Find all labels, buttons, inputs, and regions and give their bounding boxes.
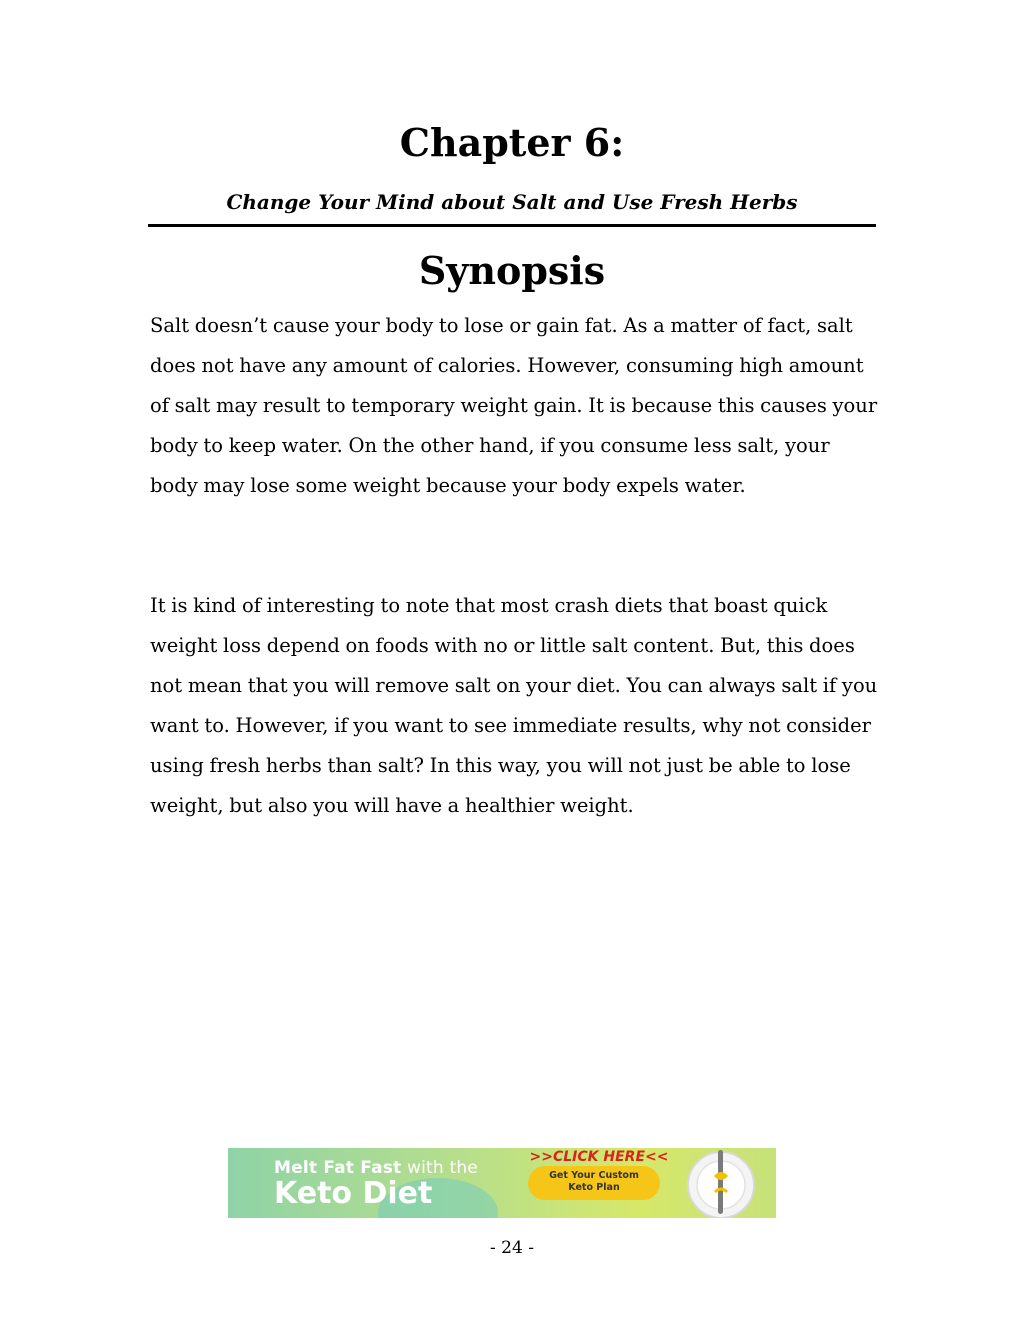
chapter-title: Chapter 6: — [399, 120, 625, 165]
paragraph: It is kind of interesting to note that most crash diets that boast quick weight loss depend on foods with no or little salt content. But, this does not mean that you will remove salt on your diet. You can always salt if you want to. However, if you want to see immediate results, why not consider using fresh herbs than salt? In this way, you will not just be able to lose weight, but also you will have a healthier weight. — [150, 594, 878, 817]
banner-tagline-bold: Melt Fat Fast — [274, 1158, 402, 1178]
button-label-line1: Get Your Custom — [549, 1170, 639, 1181]
custom-keto-plan-button[interactable] — [528, 1166, 660, 1200]
section-heading: Synopsis — [418, 248, 606, 293]
banner-tagline-rest: with the — [401, 1158, 478, 1178]
plate-icon — [684, 1148, 758, 1218]
banner-tagline — [274, 1158, 478, 1178]
banner-headline: Keto Diet — [274, 1176, 433, 1211]
keto-diet-ad-banner[interactable] — [228, 1148, 776, 1218]
heading-divider — [148, 224, 876, 227]
paragraph: Salt doesn’t cause your body to lose or gain fat. As a matter of fact, salt does not have any amount of calories. However, consuming high amount of salt may result to temporary weight gain. It is because this causes your body to keep water. On the other hand, if you consume less salt, your body may lose some weight because your body expels water. — [150, 314, 878, 497]
button-label-line2: Keto Plan — [568, 1182, 620, 1193]
click-here-link[interactable]: >>CLICK HERE<< — [529, 1149, 669, 1165]
chapter-subtitle: Change Your Mind about Salt and Use Fresh Herbs — [226, 190, 798, 214]
page-number: - 24 - — [490, 1238, 534, 1258]
